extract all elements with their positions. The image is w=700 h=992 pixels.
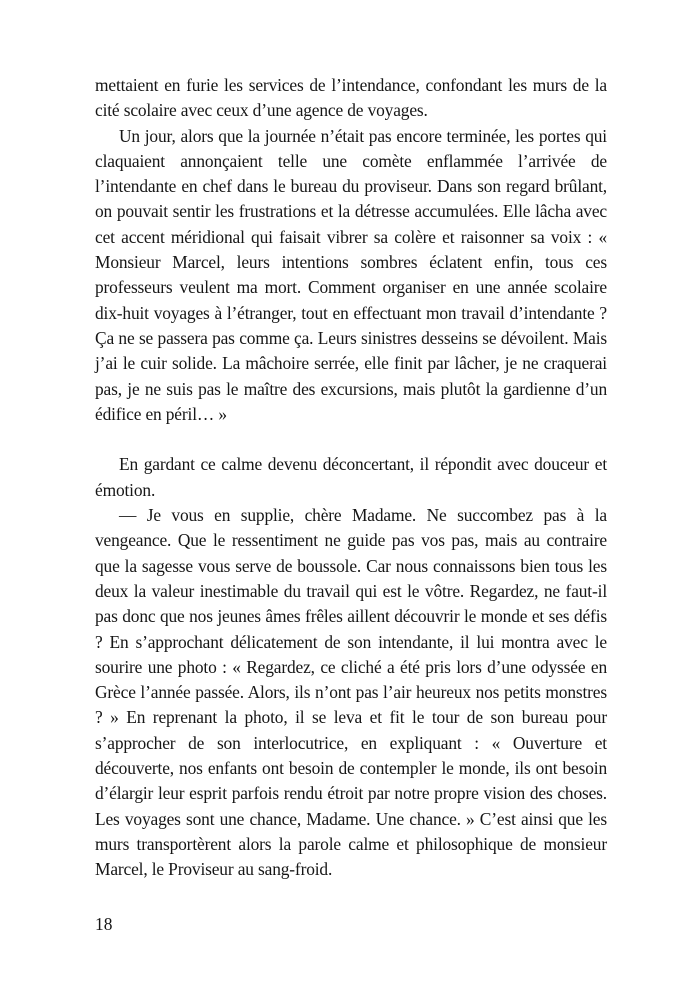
paragraph-intendante-arrival: Un jour, alors que la journée n’était pas encore terminée, les portes qui claquaient annonçaient telle une comète enflammée l’arrivée de l’intendante en chef dans le bureau du proviseur. Dans son regard brûlant, on pouvait sentir les frustrations et la détresse accumulées. Elle lâcha avec cet accent méridional qui faisait vibrer sa colère et raisonner sa voix : « Monsieur Marcel, leurs intentions sombres éclatent enfin, tous ces professeurs veulent ma mort. Comment organiser en une année scolaire dix-huit voyages à l’étranger, tout en effectuant mon travail d’intendante ? Ça ne se passera pas comme ça. Leurs sinistres desseins se dévoilent. Mais j’ai le cuir solide. La mâchoire serrée, elle finit par lâcher, je ne craquerai pas, je ne suis pas le maître des excursions, mais plutôt la gardienne d’un édifice en péril… » xyxy=(95,125,607,424)
page-body-text xyxy=(95,73,607,883)
paragraph-break xyxy=(95,427,607,452)
paragraph-calm-response: En gardant ce calme devenu déconcertant, il répondit avec douceur et émotion. xyxy=(95,454,607,500)
page-number: 18 xyxy=(95,914,113,934)
paragraph-dialogue-reply: — Je vous en supplie, chère Madame. Ne succombez pas à la vengeance. Que le ressentiment ne guide pas vos pas, mais au contraire que la sagesse vous serve de boussole. Car nous connaissons bien tous les deux la valeur inestimable du travail qui est le vôtre. Regardez, ne faut-il pas donc que nos jeunes âmes frêles aillent découvrir le monde et ses défis ? En s’approchant délicatement de son intendante, il lui montra avec le sourire une photo : « Regardez, ce cliché a été pris lors d’une odyssée en Grèce l’année passée. Alors, ils n’ont pas l’air heureux nos petits monstres ? » En reprenant la photo, il se leva et fit le tour de son bureau pour s’approcher de son interlocutrice, en expliquant : « Ouverture et découverte, nos enfants ont besoin de contempler le monde, ils ont besoin d’élargir leur esprit parfois rendu étroit par notre propre vision des choses. Les voyages sont une chance, Madame. Une chance. » C’est ainsi que les murs transportèrent alors la parole calme et philosophique de monsieur Marcel, le Proviseur au sang-froid. xyxy=(95,505,607,880)
paragraph-continuation: mettaient en furie les services de l’intendance, confondant les murs de la cité scolaire avec ceux d’une agence de voyages. xyxy=(95,75,607,121)
